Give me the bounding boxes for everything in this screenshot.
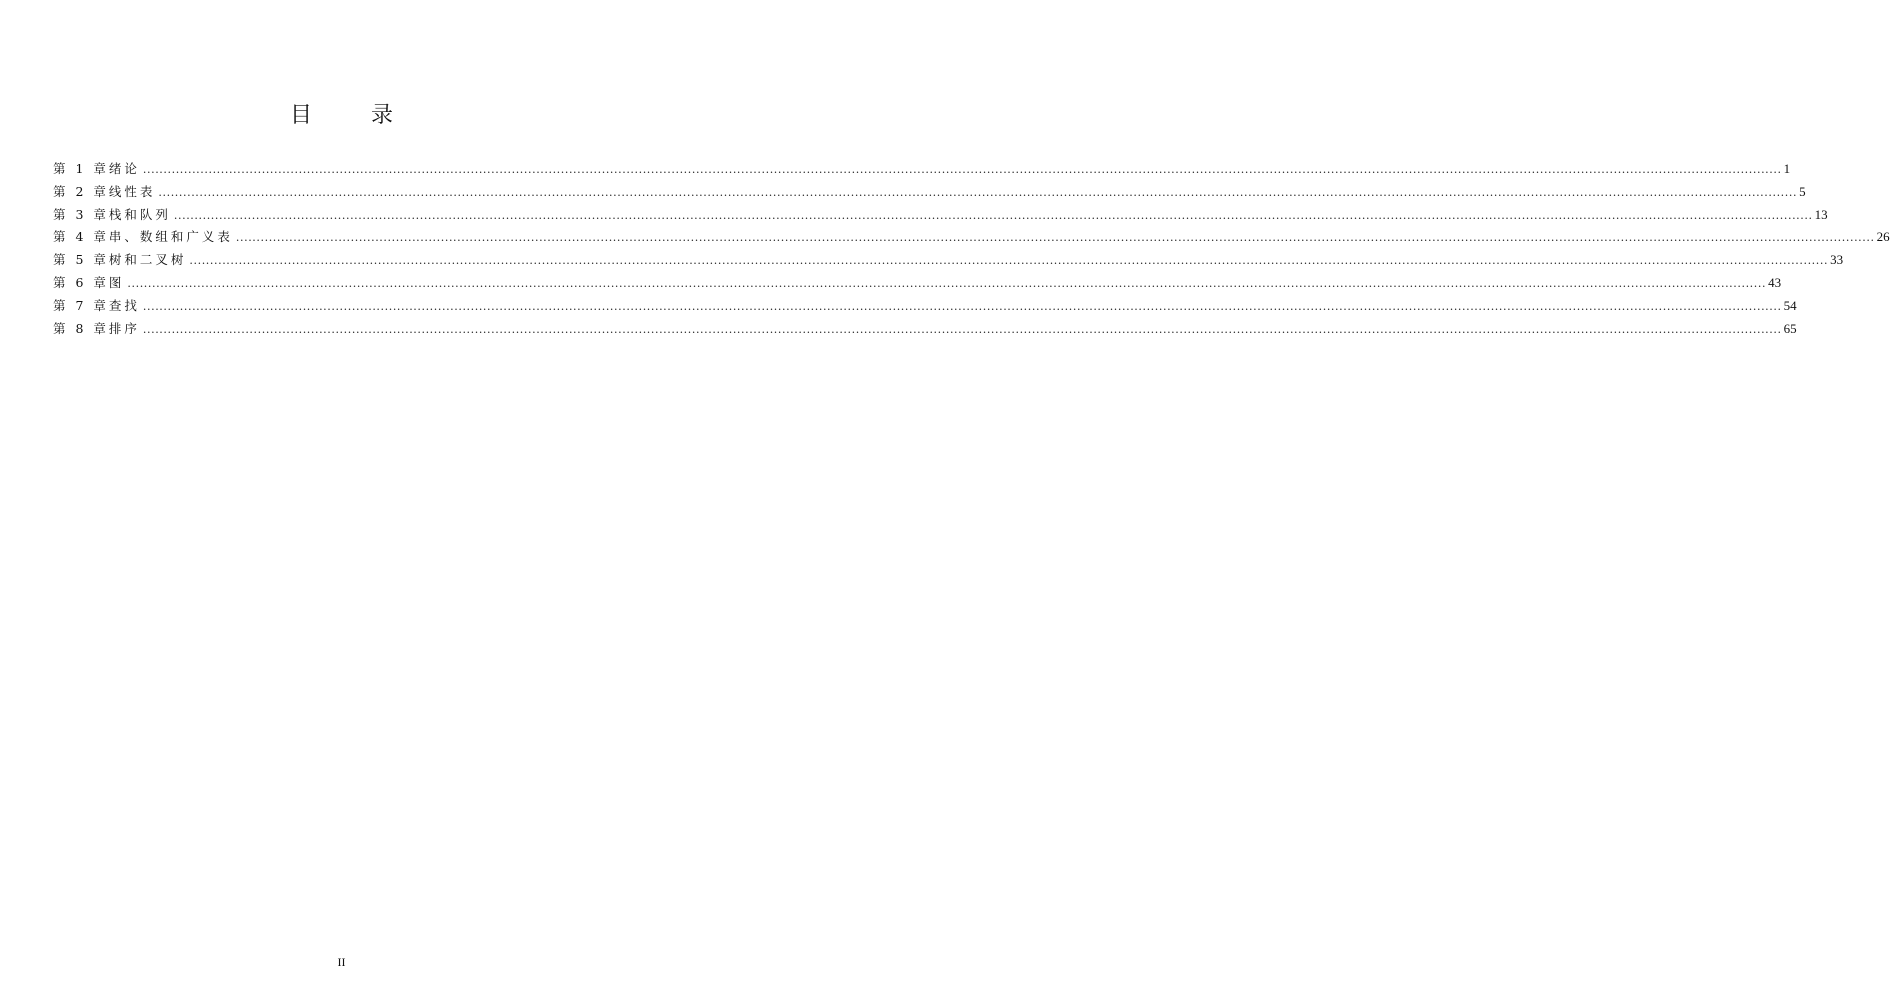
toc-entry[interactable] [53,226,1890,249]
toc-entry[interactable] [53,318,1797,341]
toc-dot-leader: ................................................................................................................................................................................................................................................................................................................................................................................................................ [189,254,1829,268]
toc-chapter-title: 绪论 [108,161,140,176]
toc-chapter-number: 第 1 章 [53,161,109,176]
toc-entry[interactable] [53,249,1844,272]
toc-dot-leader: ................................................................................................................................................................................................................................................................................................................................................................................................................ [235,231,1875,245]
toc-chapter-number: 第 2 章 [53,183,109,199]
toc-entry[interactable] [53,181,1806,204]
toc-dot-leader: ................................................................................................................................................................................................................................................................................................................................................................................................................ [173,208,1813,222]
toc-entry[interactable] [53,204,1828,227]
table-of-contents [53,158,1890,340]
toc-page-number: 26 [1876,229,1890,245]
toc-entry[interactable] [53,158,1791,181]
toc-chapter-title: 图 [108,274,125,290]
toc-entry[interactable] [53,295,1797,318]
footer-page-number: II [337,955,346,969]
toc-chapter-title: 排序 [108,320,140,336]
toc-chapter-number: 第 4 章 [53,229,109,245]
toc-dot-leader: ................................................................................................................................................................................................................................................................................................................................................................................................................ [127,276,1767,290]
toc-dot-leader: ................................................................................................................................................................................................................................................................................................................................................................................................................ [158,185,1798,199]
toc-page-number: 33 [1830,252,1844,268]
toc-chapter-number: 第 6 章 [53,274,109,290]
toc-chapter-title: 栈和队列 [108,206,171,222]
toc-chapter-number: 第 8 章 [53,320,109,336]
toc-page-number: 43 [1768,274,1782,290]
toc-page-number: 1 [1783,161,1791,176]
toc-dot-leader: ................................................................................................................................................................................................................................................................................................................................................................................................................ [142,322,1782,336]
toc-page-number: 5 [1799,183,1806,199]
page-title: 目 录 [290,103,419,128]
toc-page-number: 65 [1783,320,1797,336]
toc-chapter-title: 查找 [108,297,140,313]
toc-entry[interactable] [53,272,1782,295]
toc-dot-leader: ................................................................................................................................................................................................................................................................................................................................................................................................................ [142,163,1782,176]
toc-page-number: 13 [1814,206,1828,222]
toc-chapter-title: 串、数组和广义表 [108,229,233,245]
toc-chapter-number: 第 3 章 [53,206,109,222]
toc-page-number: 54 [1783,297,1797,313]
toc-dot-leader: ................................................................................................................................................................................................................................................................................................................................................................................................................ [142,299,1782,313]
toc-chapter-number: 第 7 章 [53,297,109,313]
toc-chapter-number: 第 5 章 [53,252,109,268]
toc-chapter-title: 树和二叉树 [108,252,187,268]
toc-chapter-title: 线性表 [108,183,156,199]
